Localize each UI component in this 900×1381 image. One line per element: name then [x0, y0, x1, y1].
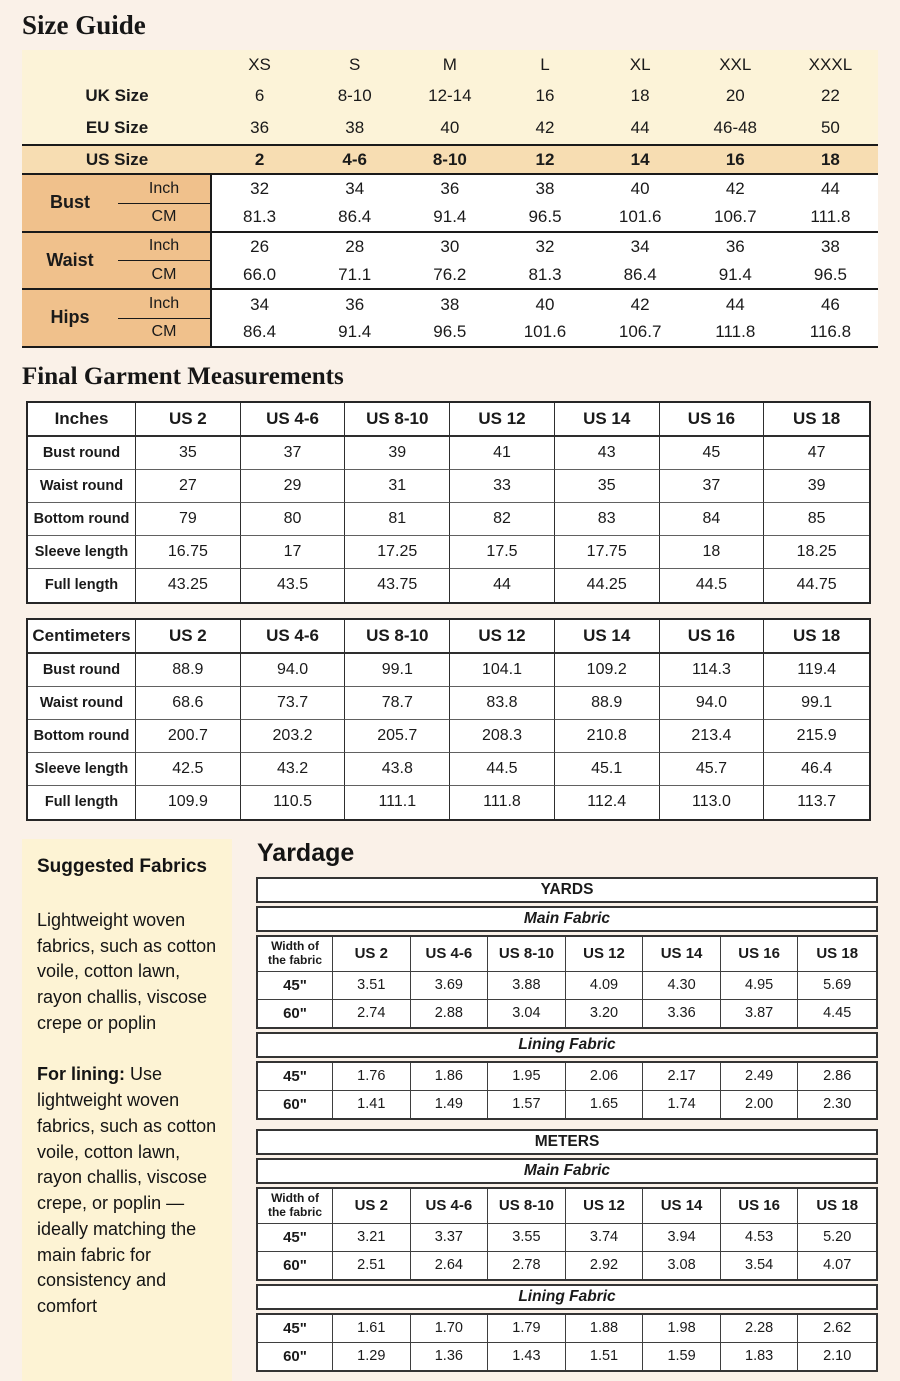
yardage-value: 1.41 [333, 1091, 411, 1118]
lining-fabric-band: Lining Fabric [256, 1284, 878, 1310]
cell-value: 18 [660, 536, 765, 569]
yardage-value: 3.37 [411, 1224, 489, 1252]
yardage-value: 2.10 [823, 1348, 852, 1365]
size-column-header: US 18 [798, 1189, 876, 1224]
lining-paragraph [37, 1062, 217, 1319]
yardage-value: 1.61 [333, 1315, 411, 1343]
yardage-value: 1.29 [333, 1343, 411, 1370]
size-column-header: US 4-6 [241, 403, 346, 437]
size-column-header: US 14 [643, 937, 721, 972]
yardage-value: 3.51 [333, 972, 411, 1000]
conversion-value: 50 [783, 112, 878, 144]
measurement-value: 38 [783, 233, 878, 262]
row-label: Full length [28, 786, 136, 819]
cell-value: 27 [136, 470, 241, 503]
size-label: XXL [688, 50, 783, 80]
row-label: Sleeve length [28, 753, 136, 786]
measurement-value: 40 [593, 175, 688, 204]
yardage-value: 2.30 [823, 1096, 852, 1113]
cell-value: 37 [660, 470, 765, 503]
cell-value: 94.0 [241, 654, 346, 687]
size-label: XL [593, 50, 688, 80]
size-column-header: US 12 [566, 1189, 644, 1224]
unit-label-inch: Inch [118, 175, 212, 204]
measurement-value: 86.4 [212, 319, 307, 348]
size-column-header: US 16 [660, 620, 765, 654]
size-guide-title: Size Guide [22, 10, 146, 40]
cell-value: 43.75 [345, 569, 450, 602]
measurement-value: 91.4 [402, 204, 497, 233]
size-column-header: US 4-6 [411, 937, 489, 972]
measurement-value: 96.5 [783, 261, 878, 290]
section-label: Hips [22, 290, 118, 348]
size-guide-table [22, 50, 878, 348]
row-label: Bust round [28, 654, 136, 687]
row-label: Bust round [28, 437, 136, 470]
width-label-line: the fabric [267, 952, 322, 967]
measurement-value: 42 [688, 175, 783, 204]
measurement-value: 36 [688, 233, 783, 262]
size-column-header: US 4-6 [411, 1189, 489, 1224]
yardage-value: 1.70 [411, 1315, 489, 1343]
cell-value: 78.7 [345, 687, 450, 720]
measurement-value: 81.3 [497, 261, 592, 290]
conversion-value: 38 [307, 112, 402, 144]
measurement-value: 111.8 [688, 319, 783, 348]
measurement-value: 32 [212, 175, 307, 204]
lining-fabric-band: Lining Fabric [256, 1032, 878, 1058]
measurement-value: 106.7 [688, 204, 783, 233]
cell-value: 45.7 [660, 753, 765, 786]
section-label: Bust [22, 175, 118, 233]
yards-table [256, 877, 878, 1120]
cell-value: 119.4 [764, 654, 869, 687]
yardage-value: 1.59 [643, 1343, 721, 1370]
yardage-value: 2.28 [721, 1315, 799, 1343]
final-garment-table-inches [26, 401, 871, 604]
unit-header: Centimeters [28, 620, 136, 654]
cell-value: 99.1 [764, 687, 869, 720]
cell-value: 35 [136, 437, 241, 470]
unit-label-cm: CM [118, 204, 212, 233]
yardage-value: 3.20 [566, 1000, 644, 1027]
fabric-width-label: 60" [258, 1252, 333, 1279]
suggested-fabrics-panel [22, 839, 232, 1381]
yardage-value: 1.57 [488, 1091, 566, 1118]
size-column-header: US 8-10 [345, 403, 450, 437]
unit-band-yards: YARDS [256, 877, 878, 903]
unit-label-cm: CM [118, 319, 212, 348]
yardage-value: 1.49 [411, 1091, 489, 1118]
cell-value: 111.8 [450, 786, 555, 819]
cell-value: 37 [241, 437, 346, 470]
cell-value: 73.7 [241, 687, 346, 720]
cell-value: 44.5 [450, 753, 555, 786]
cell-value: 88.9 [136, 654, 241, 687]
yardage-value: 3.74 [566, 1224, 644, 1252]
meters-main-fabric-grid [256, 1187, 878, 1281]
cell-value: 111.1 [345, 786, 450, 819]
cell-value: 80 [241, 503, 346, 536]
yardage-value: 1.76 [333, 1063, 411, 1091]
measurement-value: 111.8 [783, 204, 878, 233]
cell-value: 17 [241, 536, 346, 569]
measurement-value: 91.4 [307, 319, 402, 348]
yardage-value: 2.00 [721, 1091, 799, 1118]
cell-value: 47 [764, 437, 869, 470]
cell-value: 39 [345, 437, 450, 470]
yardage-value: 3.69 [411, 972, 489, 1000]
yardage-value: 2.06 [566, 1063, 644, 1091]
fabrics-paragraph: Lightweight woven fabrics, such as cotton voile, cotton lawn, rayon challis, viscose crepe or poplin [37, 909, 217, 1033]
fabric-width-label: 45" [258, 1315, 333, 1343]
size-label: L [497, 50, 592, 80]
size-label: XS [212, 50, 307, 80]
measurement-value: 34 [212, 290, 307, 319]
measurement-value: 96.5 [402, 319, 497, 348]
yardage-value: 1.95 [488, 1063, 566, 1091]
cell-value: 112.4 [555, 786, 660, 819]
final-garment-title: Final Garment Measurements [22, 362, 344, 390]
yardage-value: 2.92 [566, 1252, 644, 1279]
measurement-value: 28 [307, 233, 402, 262]
yardage-value: 3.94 [643, 1224, 721, 1252]
cell-value: 16.75 [136, 536, 241, 569]
yardage-value: 1.43 [488, 1343, 566, 1370]
size-column-header: US 14 [555, 403, 660, 437]
unit-band-meters: METERS [256, 1129, 878, 1155]
conversion-value: 2 [212, 144, 307, 175]
yards-main-fabric-grid [256, 935, 878, 1029]
size-column-header: US 12 [450, 620, 555, 654]
yardage-value: 2.88 [411, 1000, 489, 1027]
yardage-value: 3.88 [488, 972, 566, 1000]
size-column-header: US 16 [660, 403, 765, 437]
measurement-value: 46 [783, 290, 878, 319]
measurement-value: 66.0 [212, 261, 307, 290]
suggested-fabrics-title: Suggested Fabrics [37, 855, 207, 877]
cell-value: 88.9 [555, 687, 660, 720]
cell-value: 84 [660, 503, 765, 536]
measurement-value: 30 [402, 233, 497, 262]
width-of-fabric-header [258, 1189, 333, 1224]
cell-value: 35 [555, 470, 660, 503]
yardage-value: 1.98 [643, 1315, 721, 1343]
yardage-value: 5.20 [798, 1224, 876, 1252]
measurement-value: 116.8 [783, 319, 878, 348]
measurement-value: 36 [307, 290, 402, 319]
conversion-value: 18 [593, 80, 688, 112]
yardage-value: 5.69 [798, 972, 876, 1000]
size-column-header: US 12 [566, 937, 644, 972]
size-column-header: US 8-10 [488, 937, 566, 972]
conversion-value: 44 [593, 112, 688, 144]
size-column-header: US 8-10 [488, 1189, 566, 1224]
fabric-width-label: 45" [258, 1063, 333, 1091]
cell-value: 205.7 [345, 720, 450, 753]
conversion-row-label: EU Size [22, 112, 212, 144]
yardage-column [256, 839, 878, 1381]
yardage-value: 3.08 [643, 1252, 721, 1279]
row-label: Full length [28, 569, 136, 602]
yardage-value: 4.45 [823, 1005, 852, 1022]
fabric-width-label: 60" [258, 1091, 333, 1118]
size-column-header: US 12 [450, 403, 555, 437]
yardage-value: 3.55 [488, 1224, 566, 1252]
size-column-header: US 8-10 [345, 620, 450, 654]
cell-value: 104.1 [450, 654, 555, 687]
yardage-value: 2.49 [721, 1063, 799, 1091]
final-garment-table-centimeters [26, 618, 871, 821]
cell-value: 46.4 [764, 753, 869, 786]
cell-value: 17.25 [345, 536, 450, 569]
measurement-value: 44 [783, 175, 878, 204]
conversion-value: 8-10 [307, 80, 402, 112]
measurement-value: 44 [688, 290, 783, 319]
yardage-value: 3.04 [488, 1000, 566, 1027]
yardage-value: 3.21 [333, 1224, 411, 1252]
yardage-title: Yardage [257, 838, 355, 867]
cell-value: 43.5 [241, 569, 346, 602]
conversion-value: 14 [593, 144, 688, 175]
conversion-value: 42 [497, 112, 592, 144]
cell-value: 44 [450, 569, 555, 602]
yardage-value: 1.74 [643, 1091, 721, 1118]
size-column-header: US 2 [136, 620, 241, 654]
cell-value: 33 [450, 470, 555, 503]
conversion-value: 16 [497, 80, 592, 112]
cell-value: 83.8 [450, 687, 555, 720]
conversion-row-label: US Size [22, 144, 212, 175]
size-column-header: US 4-6 [241, 620, 346, 654]
width-of-fabric-header [258, 937, 333, 972]
conversion-value: 6 [212, 80, 307, 112]
cell-value: 210.8 [555, 720, 660, 753]
yardage-value: 1.86 [411, 1063, 489, 1091]
size-label: S [307, 50, 402, 80]
measurement-value: 91.4 [688, 261, 783, 290]
cell-value: 99.1 [345, 654, 450, 687]
unit-label-inch: Inch [118, 233, 212, 262]
cell-value: 39 [764, 470, 869, 503]
yardage-value: 2.51 [333, 1252, 411, 1279]
fabric-width-label: 60" [258, 1000, 333, 1027]
size-label: M [402, 50, 497, 80]
cell-value: 43.25 [136, 569, 241, 602]
yardage-value: 1.65 [566, 1091, 644, 1118]
size-column-header: US 14 [643, 1189, 721, 1224]
size-column-header: US 2 [333, 1189, 411, 1224]
row-label: Waist round [28, 687, 136, 720]
row-label: Bottom round [28, 720, 136, 753]
yardage-value: 1.83 [721, 1343, 799, 1370]
measurement-value: 96.5 [497, 204, 592, 233]
size-column-header: US 16 [721, 937, 799, 972]
cell-value: 17.75 [555, 536, 660, 569]
cell-value: 31 [345, 470, 450, 503]
cell-value: 113.7 [797, 793, 837, 811]
measurement-value: 36 [402, 175, 497, 204]
measurement-value: 34 [593, 233, 688, 262]
size-guide-corner [22, 50, 212, 80]
lining-paragraph-rest: Use lightweight woven fabrics, such as cotton voile, cotton lawn, rayon challis, viscose crepe, or poplin — ideally matching the main fabric for consistency and comfort [37, 1064, 217, 1317]
row-label: Waist round [28, 470, 136, 503]
measurement-value: 86.4 [307, 204, 402, 233]
row-label: Sleeve length [28, 536, 136, 569]
measurement-value: 26 [212, 233, 307, 262]
main-fabric-band: Main Fabric [256, 1158, 878, 1184]
lining-paragraph-lead: For lining: [37, 1064, 125, 1085]
size-column-header: US 2 [333, 937, 411, 972]
yardage-value: 1.79 [488, 1315, 566, 1343]
cell-value: 85 [764, 503, 869, 536]
yardage-value: 1.36 [411, 1343, 489, 1370]
cell-value: 82 [450, 503, 555, 536]
section-label: Waist [22, 233, 118, 291]
measurement-value: 76.2 [402, 261, 497, 290]
conversion-value: 18 [783, 144, 878, 175]
cell-value: 208.3 [450, 720, 555, 753]
width-label-line: Width of [271, 1190, 319, 1205]
yardage-value: 3.54 [721, 1252, 799, 1279]
measurement-value: 106.7 [593, 319, 688, 348]
row-label: Bottom round [28, 503, 136, 536]
cell-value: 43.2 [241, 753, 346, 786]
conversion-value: 36 [212, 112, 307, 144]
cell-value: 41 [450, 437, 555, 470]
cell-value: 213.4 [660, 720, 765, 753]
meters-lining-fabric-grid [256, 1313, 878, 1372]
measurement-value: 86.4 [593, 261, 688, 290]
measurement-value: 81.3 [212, 204, 307, 233]
cell-value: 81 [345, 503, 450, 536]
yardage-value: 2.78 [488, 1252, 566, 1279]
yardage-value: 1.88 [566, 1315, 644, 1343]
cell-value: 18.25 [764, 536, 869, 569]
conversion-value: 4-6 [307, 144, 402, 175]
measurement-value: 42 [593, 290, 688, 319]
width-label-line: the fabric [267, 1204, 322, 1219]
size-column-header: US 18 [798, 937, 876, 972]
yardage-section [22, 839, 878, 1381]
meters-table [256, 1129, 878, 1372]
measurement-value: 101.6 [497, 319, 592, 348]
yardage-value: 4.53 [721, 1224, 799, 1252]
width-label-line: Width of [271, 938, 319, 953]
cell-value: 109.9 [136, 786, 241, 819]
yardage-value: 4.30 [643, 972, 721, 1000]
conversion-value: 40 [402, 112, 497, 144]
size-column-header: US 18 [764, 403, 869, 437]
cell-value: 215.9 [764, 720, 869, 753]
size-column-header: US 2 [136, 403, 241, 437]
main-fabric-band: Main Fabric [256, 906, 878, 932]
yardage-value: 4.07 [823, 1257, 852, 1274]
unit-label-cm: CM [118, 261, 212, 290]
fabric-width-label: 45" [258, 1224, 333, 1252]
conversion-value: 12-14 [402, 80, 497, 112]
cell-value: 45.1 [555, 753, 660, 786]
cell-value: 44.75 [796, 576, 837, 594]
cell-value: 68.6 [136, 687, 241, 720]
size-label: XXXL [783, 50, 878, 80]
cell-value: 113.0 [660, 786, 765, 819]
cell-value: 44.5 [660, 569, 765, 602]
cell-value: 43.8 [345, 753, 450, 786]
conversion-value: 20 [688, 80, 783, 112]
yardage-value: 2.17 [643, 1063, 721, 1091]
measurement-value: 34 [307, 175, 402, 204]
cell-value: 109.2 [555, 654, 660, 687]
unit-label-inch: Inch [118, 290, 212, 319]
yards-lining-fabric-grid [256, 1061, 878, 1120]
yardage-value: 2.74 [333, 1000, 411, 1027]
cell-value: 94.0 [660, 687, 765, 720]
cell-value: 110.5 [241, 786, 346, 819]
cell-value: 83 [555, 503, 660, 536]
yardage-value: 2.64 [411, 1252, 489, 1279]
cell-value: 29 [241, 470, 346, 503]
size-column-header: US 18 [764, 620, 869, 654]
cell-value: 17.5 [450, 536, 555, 569]
measurement-value: 32 [497, 233, 592, 262]
measurement-value: 38 [402, 290, 497, 319]
measurement-value: 38 [497, 175, 592, 204]
measurement-value: 71.1 [307, 261, 402, 290]
cell-value: 79 [136, 503, 241, 536]
cell-value: 44.25 [555, 569, 660, 602]
conversion-value: 8-10 [402, 144, 497, 175]
cell-value: 43 [555, 437, 660, 470]
yardage-value: 2.86 [798, 1063, 876, 1091]
yardage-value: 1.51 [566, 1343, 644, 1370]
size-column-header: US 14 [555, 620, 660, 654]
yardage-value: 2.62 [798, 1315, 876, 1343]
yardage-value: 3.87 [721, 1000, 799, 1027]
cell-value: 203.2 [241, 720, 346, 753]
yardage-value: 3.36 [643, 1000, 721, 1027]
fabric-width-label: 45" [258, 972, 333, 1000]
conversion-value: 16 [688, 144, 783, 175]
conversion-row-label: UK Size [22, 80, 212, 112]
conversion-value: 22 [783, 80, 878, 112]
measurement-value: 101.6 [593, 204, 688, 233]
conversion-value: 46-48 [688, 112, 783, 144]
fabric-width-label: 60" [258, 1343, 333, 1370]
cell-value: 42.5 [136, 753, 241, 786]
size-column-header: US 16 [721, 1189, 799, 1224]
yardage-value: 4.09 [566, 972, 644, 1000]
cell-value: 114.3 [660, 654, 765, 687]
unit-header: Inches [28, 403, 136, 437]
yardage-value: 4.95 [721, 972, 799, 1000]
measurement-value: 40 [497, 290, 592, 319]
cell-value: 200.7 [136, 720, 241, 753]
conversion-value: 12 [497, 144, 592, 175]
cell-value: 45 [660, 437, 765, 470]
